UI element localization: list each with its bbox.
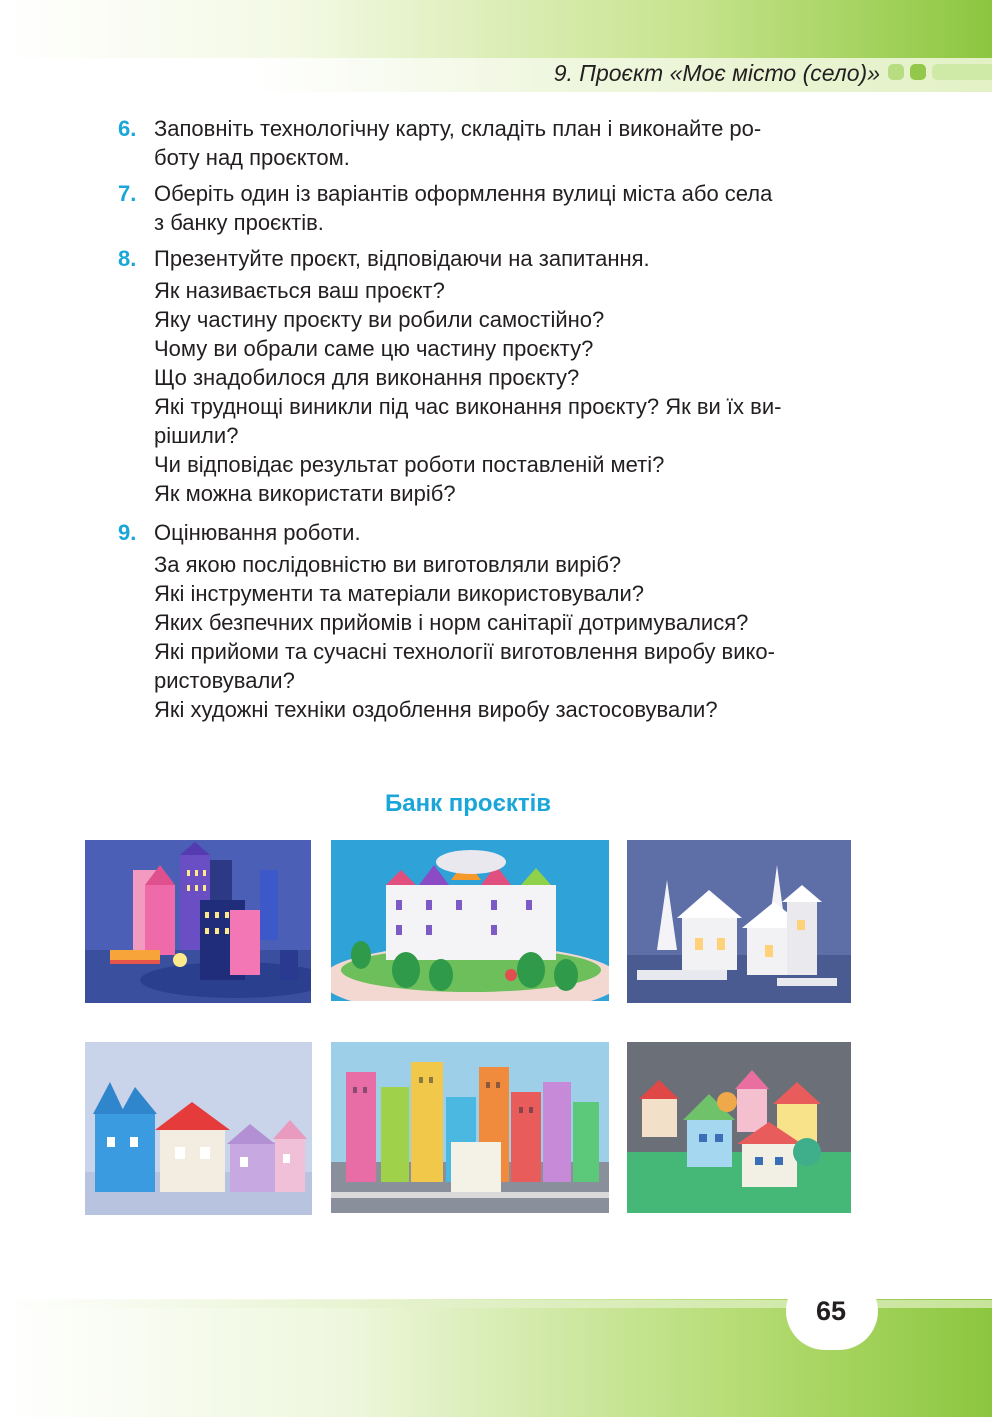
step-7 [118, 179, 858, 237]
evaluation-questions [118, 550, 858, 724]
project-photo-paper-city-night [85, 840, 311, 1003]
step-9 [118, 518, 858, 547]
question-line: Які інструменти та матеріали використовували? [154, 581, 644, 606]
question-line: Як можна використати виріб? [154, 481, 456, 506]
project-photo-white-houses [627, 840, 851, 1003]
project-photo-castle-park [331, 840, 609, 1001]
step-text-line: з банку проєктів. [154, 210, 324, 235]
step-6 [118, 114, 858, 172]
question-line: Які прийоми та сучасні технології виготовлення виробу вико- [154, 639, 775, 664]
project-photo-colored-houses [85, 1042, 312, 1215]
step-text-line: Заповніть технологічну карту, складіть план і виконайте ро- [154, 116, 762, 141]
question-line: Яких безпечних прийомів і норм санітарії дотримувалися? [154, 610, 749, 635]
step-number: 8. [118, 246, 137, 271]
step-number: 6. [118, 116, 137, 141]
presentation-questions [118, 276, 858, 508]
question-line: За якою послідовністю ви виготовляли виріб? [154, 552, 622, 577]
project-bank-title: Банк проєктів [384, 790, 552, 817]
page-number: 65 [815, 1296, 847, 1326]
question-line: Які труднощі виникли під час виконання проєкту? Як ви їх ви- [154, 394, 782, 419]
task-list [118, 114, 858, 734]
question-line: Чому ви обрали саме цю частину проєкту? [154, 336, 594, 361]
header-decoration [884, 62, 992, 82]
step-number: 9. [118, 520, 137, 545]
question-line: Які художні техніки оздоблення виробу застосовували? [154, 697, 718, 722]
question-line: Як називається ваш проєкт? [154, 278, 445, 303]
running-header-title: 9. Проєкт «Моє місто (село)» [553, 60, 880, 86]
step-text-line: Презентуйте проєкт, відповідаючи на запитання. [154, 246, 650, 271]
step-text-line: Оцінювання роботи. [154, 520, 361, 545]
question-line: Яку частину проєкту ви робили самостійно? [154, 307, 605, 332]
question-line: ристовували? [154, 668, 295, 693]
question-line: Що знадобилося для виконання проєкту? [154, 365, 580, 390]
question-line: рішили? [154, 423, 239, 448]
step-text-line: боту над проєктом. [154, 145, 350, 170]
step-text-line: Оберіть один із варіантів оформлення вулиці міста або села [154, 181, 773, 206]
project-photo-skyscraper-city [331, 1042, 609, 1213]
step-number: 7. [118, 181, 137, 206]
header-band [0, 0, 992, 58]
project-photo-paper-town [627, 1042, 851, 1213]
step-8 [118, 244, 858, 273]
question-line: Чи відповідає результат роботи поставленій меті? [154, 452, 665, 477]
